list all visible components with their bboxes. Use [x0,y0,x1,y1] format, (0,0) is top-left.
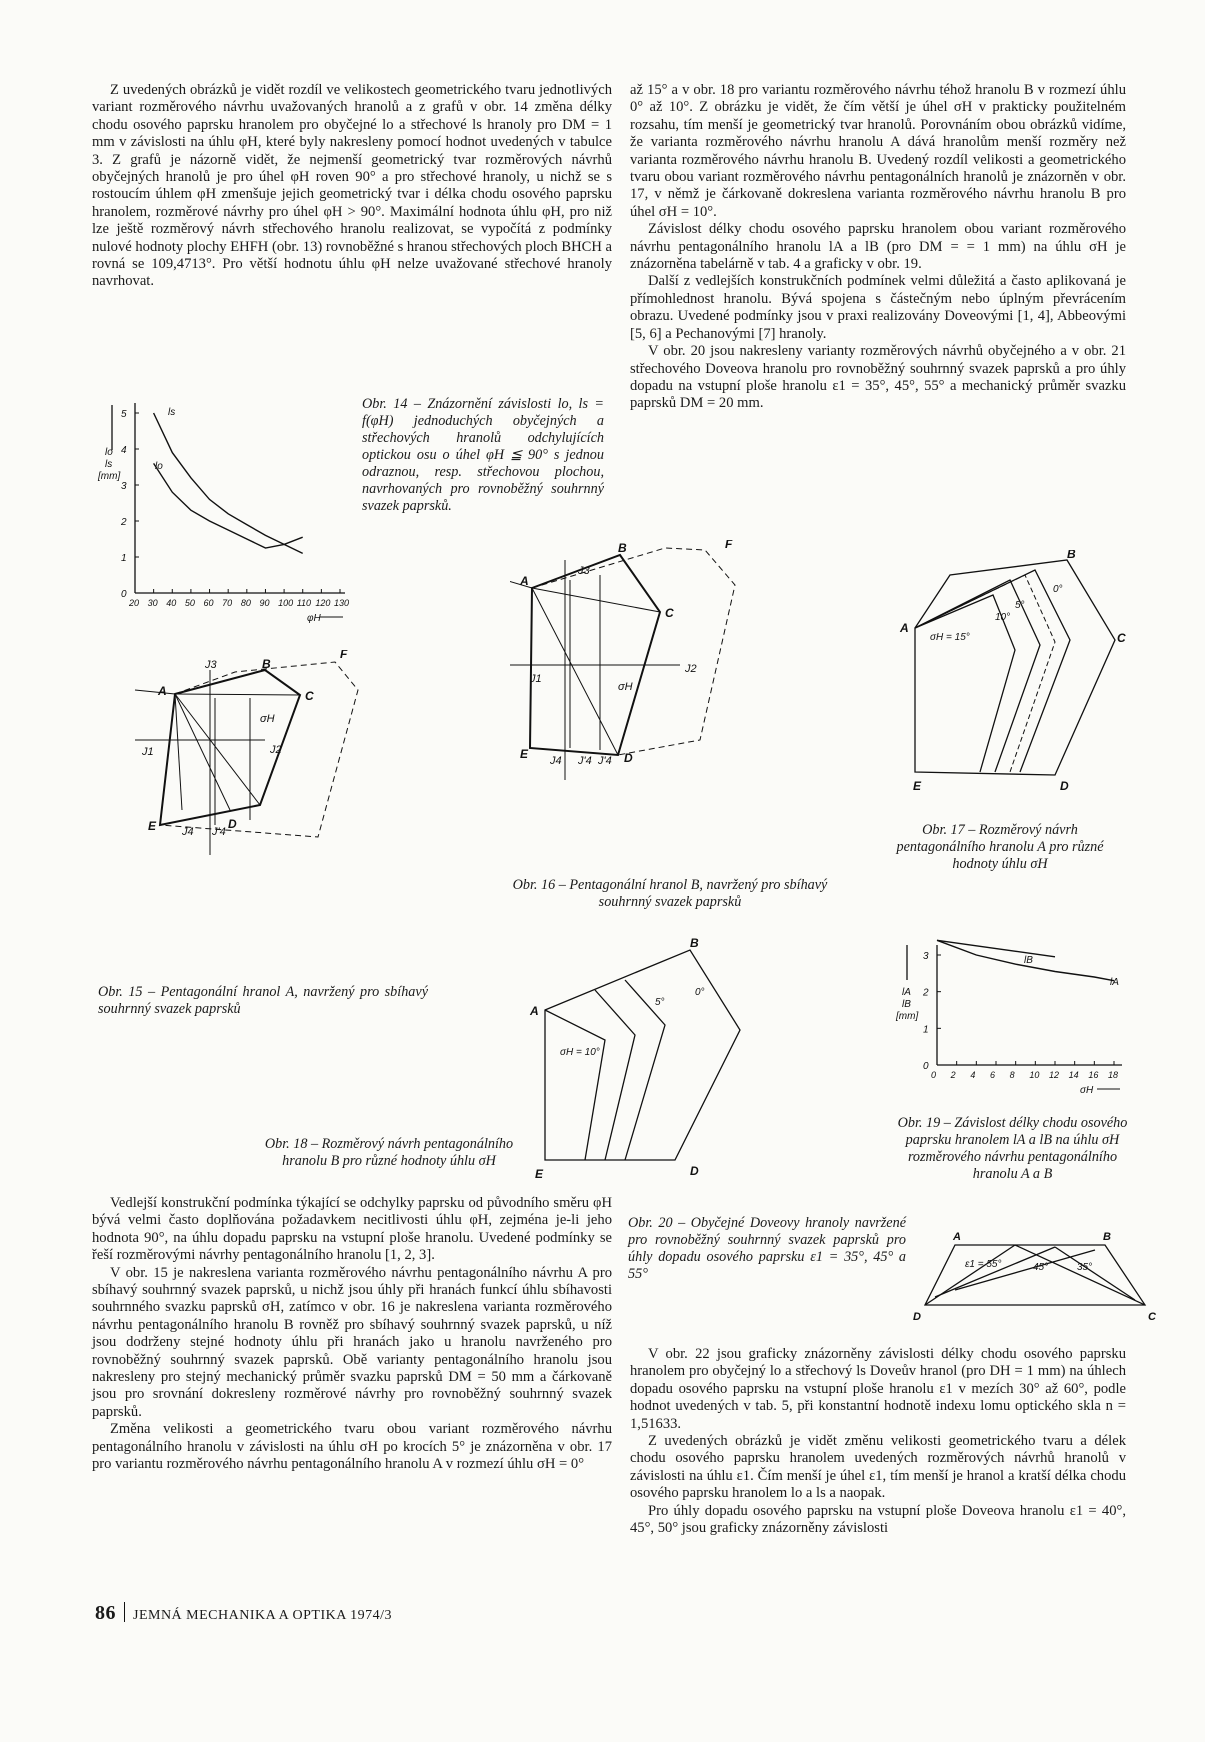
section-5deg [595,990,635,1160]
point-label: C [665,606,674,620]
paragraph: Změna velikosti a geometrického tvaru obou variant rozměrového návrhu pentagonálního hranolu v závislosti na úhlu σH po krocích 5° je znázorněna v obr. 17 pro variantu rozměrového návrhu pentagonálního hranolu A v rozmezí úhlu σH = 0° [92,1421,612,1473]
point-label: D [690,1164,699,1178]
angle-label: σH [260,713,275,725]
figure-15-prism-a [100,650,430,950]
y-axis-label: lB [902,999,911,1010]
ray-label: J4 [182,826,194,838]
point-label: C [1148,1311,1156,1323]
y-tick-label: 3 [121,481,127,492]
y-tick-label: 2 [121,517,127,528]
caption-fig17: Obr. 17 – Rozměrový návrh pentagonálního hranolu A pro různé hodnoty úhlu σH [896,822,1104,872]
x-tick-label: 4 [970,1070,976,1080]
x-tick-label: 120 [315,598,331,608]
x-tick-label: 60 [203,598,214,608]
point-label: E [148,819,157,833]
ray-label: J3 [205,659,217,671]
y-axis-label: lA [902,987,911,998]
point-label: E [913,779,922,793]
parallel-design-outline [532,548,735,755]
y-axis-label: ls [105,459,113,470]
paragraph: V obr. 20 jsou nakresleny varianty rozměrových návrhů obyčejného a v obr. 21 střechového Doveova hranolu pro rovnoběžný souhrnný svazek paprsků a pro úhly dopadu na vstupní ploše hranolu ε1 = 35°, 45°, 55° a mechanický průměr svazku paprsků DM = 20 mm. [630,343,1126,412]
y-axis-label: [mm] [896,1011,919,1022]
curve-label-lb: lB [1024,955,1033,966]
figure-16-prism-b [510,540,840,860]
ray-label: J4 [550,755,562,767]
x-tick-label: 14 [1068,1070,1079,1080]
angle-label: σH = 10° [560,1047,600,1058]
point-label: A [530,1004,539,1018]
x-axis-label: φH [307,613,321,624]
ray-label: J3 [578,565,590,577]
x-tick-label: 6 [990,1070,996,1080]
figure-17-prism-a-variants [895,550,1135,795]
x-tick-label: 80 [240,598,251,608]
point-label: D [913,1311,921,1323]
ray-label: J1 [142,746,154,758]
journal-name: JEMNÁ MECHANIKA A OPTIKA 1974/3 [133,1608,392,1623]
series-line-lB [937,940,1055,957]
curve-label-lo: lo [155,461,163,472]
footer-divider [124,1602,125,1622]
point-label: B [1103,1231,1111,1243]
angle-label: σH = 15° [930,632,970,643]
point-label: A [158,684,167,698]
x-tick-label: 70 [222,598,233,608]
x-tick-label: 20 [129,598,140,608]
angle-label: ε1 = 55° [965,1259,1002,1270]
x-axis-label: σH [1080,1085,1094,1096]
prism-outline [530,555,660,755]
paragraph: Z uvedených obrázků je vidět změnu velikosti geometrického tvaru a délek chodu osového paprsku hranolem uvedených rozměrových návrhů hranolů v závislosti na úhlu ε1. Čím menší je úhel ε1, tím menší je hranol a kratší délka chodu osového paprsku hranolem lo a ls a naopak. [630,1433,1126,1502]
point-label: E [535,1167,544,1181]
angle-label: 35° [1077,1262,1093,1273]
y-tick-label: 1 [923,1024,929,1036]
caption-fig16: Obr. 16 – Pentagonální hranol B, navržený pro sbíhavý souhrnný svazek paprsků [512,877,828,910]
x-tick-label: 10 [1029,1070,1040,1080]
point-label: F [340,650,348,661]
ray-label: J'4 [598,755,612,767]
x-tick-label: 8 [1009,1070,1015,1080]
y-tick-label: 0 [923,1061,929,1072]
point-label: A [953,1231,961,1243]
x-tick-label: 2 [950,1070,956,1080]
y-axis-label: lo [105,447,113,458]
x-tick-label: 50 [184,598,195,608]
point-label: B [690,936,699,950]
angle-label: 0° [1053,584,1063,595]
x-tick-label: 110 [296,598,312,608]
page-footer [95,1602,392,1625]
left-column-bottom [92,1195,612,1474]
x-tick-label: 18 [1108,1070,1119,1080]
point-label: C [305,689,314,703]
angle-label: 5° [655,997,665,1008]
x-tick-label: 0 [931,1070,937,1080]
x-tick-label: 16 [1088,1070,1099,1080]
ray-label: J'4 [212,826,226,838]
section-0deg [915,570,1070,772]
right-column-bottom [630,1346,1126,1537]
angle-label: 10° [995,612,1011,623]
caption-fig18: Obr. 18 – Rozměrový návrh pentagonálního hranolu B pro různé hodnoty úhlu σH [264,1136,514,1169]
point-label: E [520,747,529,761]
paragraph: až 15° a v obr. 18 pro variantu rozměrového návrhu téhož hranolu B v rozmezí úhlu 0° až 10°. Z obrázku je vidět, že čím větší je úhel σH v prakticky použitelném rozsahu, tím menší je geometrický tvar hranolů. Porovnáním obou obrázků vidíme, že varianta rozměrového návrhu hranolu A dává hranolům menší rozměry než varianta rozměrového návrhu hranolu B. Uvedený rozdíl velikosti a geometrického tvaru obou variant rozměrového návrhu pentagonálních hranolů je znázorněn v obr. 17, v němž je čárkovaně dokreslena varianta rozměrového návrhu hranolu B pro úhel σH = 10°. [630,82,1126,220]
paragraph: Z uvedených obrázků je vidět rozdíl ve velikostech geometrického tvaru jednotlivých variant rozměrového návrhu uvažovaných hranolů a z grafů v obr. 14 změna délky chodu osového paprsku hranolem pro obyčejné lo a střechové ls hranoly pro DM = 1 mm v závislosti na úhlu φH, které byly nakresleny pomocí hodnot uvedených v tabulce 3. Z grafů je názorně vidět, že nejmenší geometrický tvar rozměrových návrhů obyčejných hranolů je pro úhel φH roven 90° a pro střechové hranoly, u nichž se s rostoucím úhlem φH zmenšuje jejich geometrický tvar i délka chodu osového paprsku hranolem, rozměrové návrhy pro úhel φH > 90°. Maximální hodnota úhlu φH, pro niž lze ještě rozměrový návrh střechového hranolu realizovat, se vypočítá z podmínky nulové hodnoty plochy EHFH (obr. 13) rovnoběžné s hranou střechových ploch BHCH a rovná se 109,4713°. Pro větší hodnotu úhlu φH nelze uvažované střechové hranoly navrhovat. [92,82,613,290]
figure-19-chart [892,935,1137,1100]
point-label: B [618,541,627,555]
point-label: D [624,751,633,765]
ray-label: J2 [685,663,697,675]
ray-label: J1 [530,673,542,685]
parallel-design-outline [160,662,358,837]
point-label: F [725,540,733,551]
y-axis-label: [mm] [98,471,121,482]
paragraph: Pro úhly dopadu osového paprsku na vstupní ploše Doveova hranolu ε1 = 40°, 45°, 50° jsou graficky znázorněny závislosti [630,1502,1126,1537]
caption-fig20: Obr. 20 – Obyčejné Doveovy hranoly navržené pro rovnoběžný souhrnný svazek paprsků pro úhly dopadu osového paprsku ε1 = 35°, 45° a 55° [628,1215,906,1282]
figure-14-chart [95,395,360,650]
angle-label: 45° [1033,1262,1049,1273]
y-tick-label: 2 [923,987,929,999]
ray-label: J2 [270,744,282,756]
section-10deg [545,1010,605,1160]
x-tick-label: 130 [334,598,350,608]
point-label: A [520,574,529,588]
x-tick-label: 100 [278,598,294,608]
paragraph: Závislost délky chodu osového paprsku hranolem obou variant rozměrového návrhu pentagonálního hranolu lA a lB (pro DM = = 1 mm) na úhlu σH je znázorněna tabelárně v tab. 4 a graficky v obr. 19. [630,221,1126,273]
series-line-ls [154,413,303,553]
angle-label: σH [618,681,633,693]
caption-fig19: Obr. 19 – Závislost délky chodu osového paprsku hranolem lA a lB na úhlu σH rozměrového návrhu pentagonálního hranolu A a B [897,1115,1128,1182]
caption-fig14: Obr. 14 – Znázornění závislosti lo, ls = f(φH) jednoduchých obyčejných a střechových hranolů odchylujících optickou osu o úhel φH ≦ 90° s jednou odraznou, resp. střechovou plochou, navrhovaných pro rovnoběžný souhrnný svazek paprsků. [362,396,604,514]
ray-label: J'4 [578,755,592,767]
x-tick-label: 30 [147,598,158,608]
y-tick-label: 0 [121,589,127,600]
variant-b-dashed [915,575,1055,772]
series-line-lo [154,463,303,548]
paragraph: Další z vedlejších konstrukčních podmínek velmi důležitá a často aplikovaná je přímohlednost hranolu. Bývá spojena s částečným nebo úplným převrácením obrazu. Uvedené podmínky jsou v praxi realizovány Doveovými [1, 4], Abbeovými [5, 6] a Pechanovými [7] hranoly. [630,273,1126,342]
point-label: D [1060,779,1069,793]
point-label: B [262,657,271,671]
curve-label-la: lA [1110,977,1119,988]
left-column-top [92,82,612,291]
right-column-top [630,82,1126,413]
figure-18-prism-b-variants [525,935,765,1190]
curve-label-ls: ls [168,407,176,418]
point-label: A [900,621,909,635]
y-tick-label: 1 [121,553,127,564]
x-tick-label: 40 [166,598,177,608]
angle-label: 5° [1015,600,1025,611]
page-number: 86 [95,1602,116,1624]
point-label: D [228,817,237,831]
caption-fig15: Obr. 15 – Pentagonální hranol A, navržený pro sbíhavý souhrnný svazek paprsků [98,984,428,1017]
point-label: C [1117,631,1126,645]
y-tick-label: 5 [121,409,127,420]
angle-label: 0° [695,987,705,998]
figure-20-dove-prisms [905,1225,1165,1325]
y-tick-label: 4 [121,445,127,456]
paragraph: Vedlejší konstrukční podmínka týkající se odchylky paprsku od původního směru φH bývá velmi často doplňována požadavkem necitlivosti úhlu φH, zejména je-li jeho hodnota 90°, na úhlu dopadu paprsku na vstupní ploše hranolu. Uvedené podmínky se řeší rozměrovými návrhy pentagonálního hranolu [1, 2, 3]. [92,1195,612,1264]
paragraph: V obr. 15 je nakreslena varianta rozměrového návrhu pentagonálního návrhu A pro sbíhavý souhrnný svazek paprsků, u nichž jsou úhly při hranách funkcí úhlu sbíhavosti souhrnného svazku paprsků σH, zatímco v obr. 16 je nakreslena varianta rozměrového návrhu pentagonálního hranolu B rovněž pro sbíhavý souhrnný svazek paprsků, u níž jsou dodrženy stejné hodnoty úhlu při hranách jako u hranolu navrženého pro rovnoběžný souhrnný svazek paprsků. Obě varianty pentagonálního hranolu jsou nakresleny pro stejný mechanický průměr svazku paprsků DM = 50 mm a čárkovaně jsou pro srovnání dokresleny rozměrové návrhy pro rovnoběžný souhrnný svazek paprsků. [92,1264,612,1420]
y-tick-label: 3 [923,951,929,962]
paragraph: V obr. 22 jsou graficky znázorněny závislosti délky chodu osového paprsku hranolem pro obyčejný lo a střechový ls Doveův hranol (pro DH = 1 mm) na úhlech dopadu osového paprsku na vstupní ploše hranolu ε1 v mezích 30° až 60°, podle hodnot uvedených v tab. 5, při konstantní hodnotě indexu lomu optického skla n = 1,51633. [630,1346,1126,1432]
x-tick-label: 90 [259,598,270,608]
x-tick-label: 12 [1049,1070,1060,1080]
point-label: B [1067,550,1076,561]
